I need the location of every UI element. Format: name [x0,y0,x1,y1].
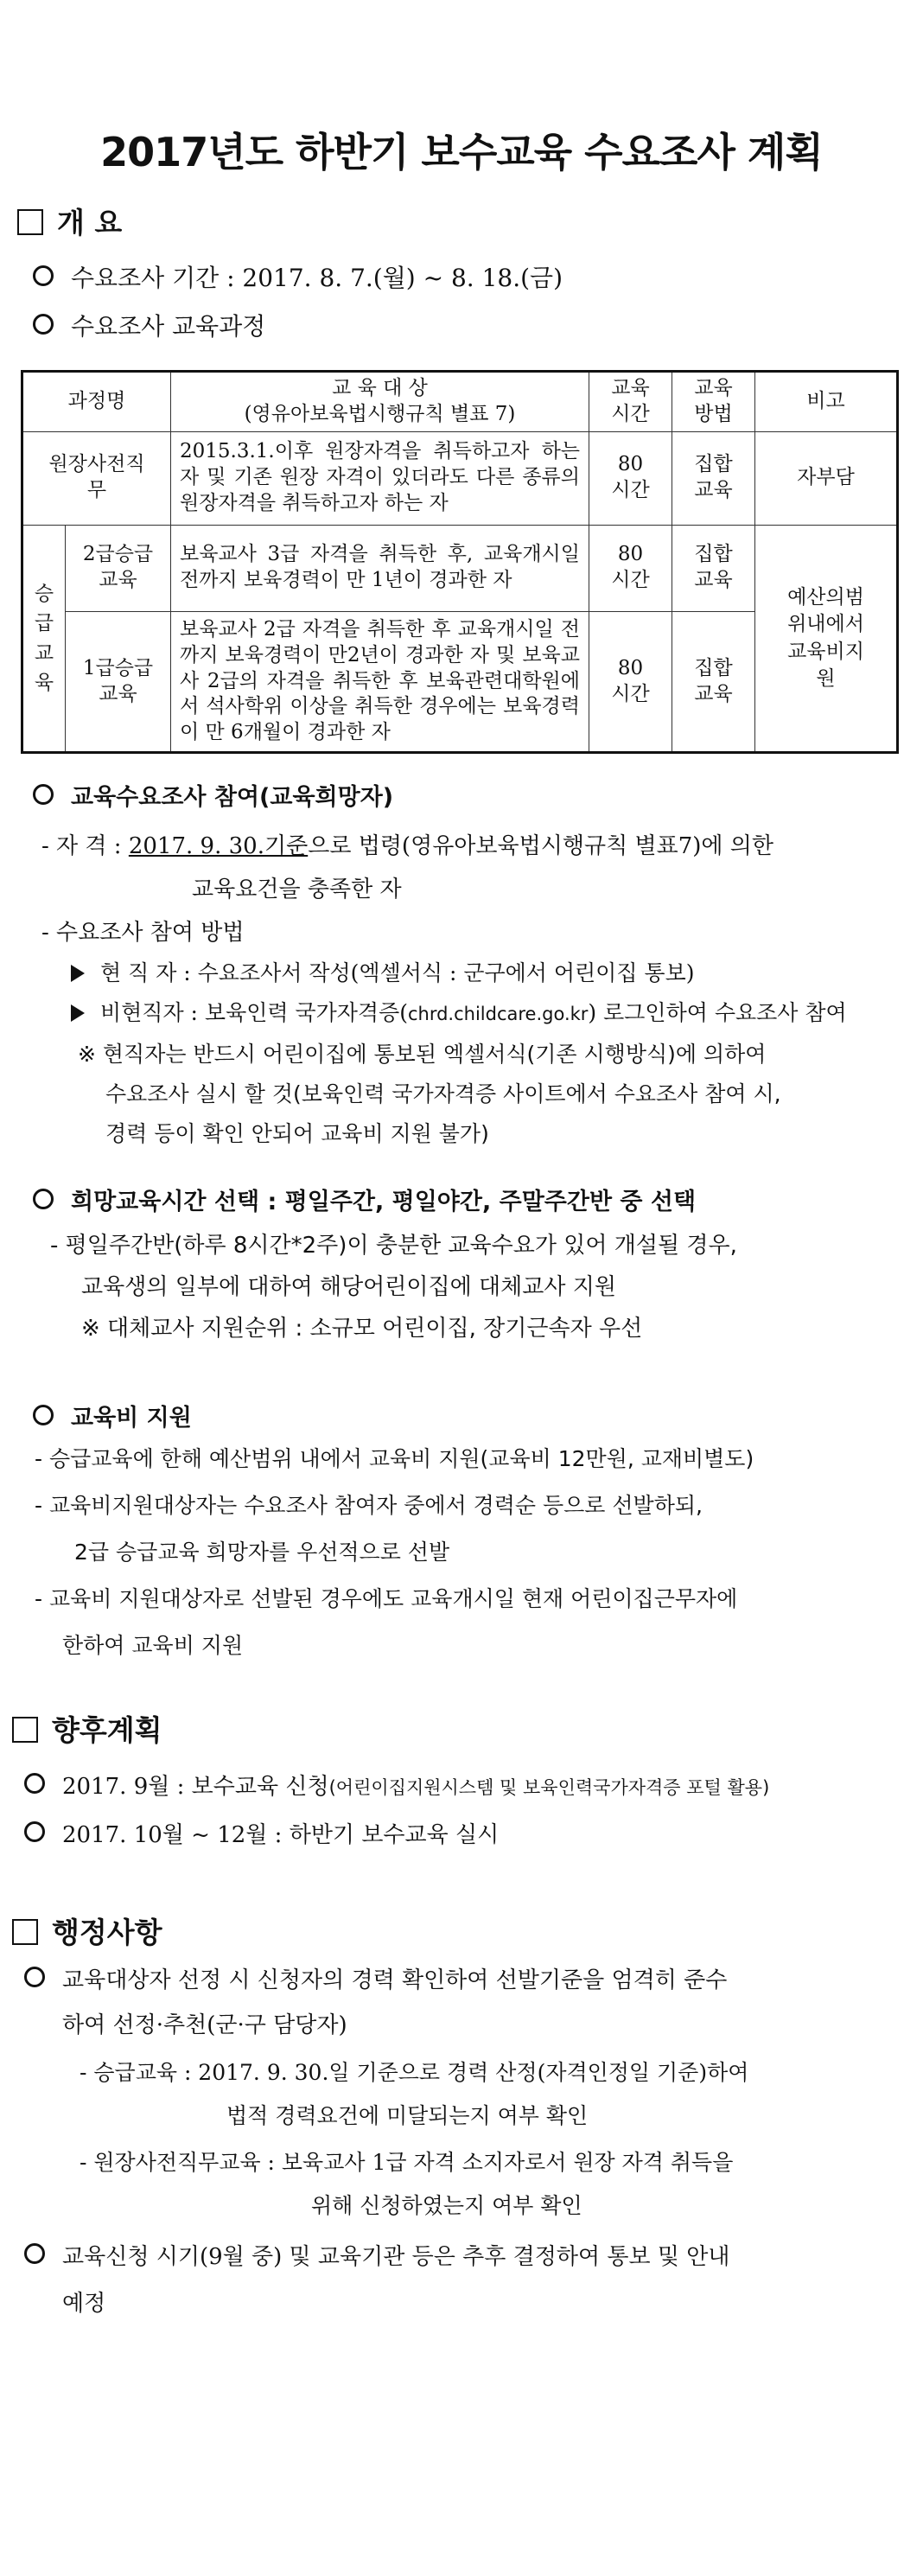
overview-period-text: 수요조사 기간 : 2017. 8. 7.(월) ~ 8. 18.(금) [71,264,563,292]
notice-line3: 경력 등이 확인 안되어 교육비 지원 불가) [105,1121,489,1146]
admin-item1 [24,1962,727,1994]
admin-item2-line2: 예정 [62,2291,106,2317]
row-course-name-text: 원장사전직무 [48,453,145,502]
future-item1-note: (어린이집지원시스템 및 보육인력국가자격증 포털 활용) [328,1777,770,1798]
header-target-line2: (영유아보육법시행규칙 별표 7) [244,402,516,425]
future-item1-text: 2017. 9월 : 보수교육 신청 [62,1774,329,1800]
promo-group-label-text: 승급교육 [34,582,54,694]
triangle-bullet-icon [71,1004,85,1022]
table-header-row [22,372,898,432]
header-method [672,372,755,432]
row-hours-unit: 시간 [611,682,650,705]
support-line3: 2급 승급교육 희망자를 우선적으로 선발 [74,1540,450,1565]
circle-bullet-icon [24,1821,45,1842]
section-admin [12,1910,162,1951]
time-choice-line2: 교육생의 일부에 대하여 해당어린이집에 대체교사 지원 [81,1274,616,1300]
qualification-line [41,828,773,860]
participation-heading-text: 교육수요조사 참여(교육희망자) [71,784,394,811]
section-future-title: 향후계획 [52,1713,162,1747]
row-hours [589,431,672,525]
circle-bullet-icon [33,265,54,286]
header-target [171,372,589,432]
qualification-label: - 자 격 : [41,833,122,859]
row-note-text: 예산의범위내에서교육비지원 [787,586,864,690]
overview-courses [33,308,265,342]
checkbox-square-icon [17,209,43,235]
row-hours-value: 80 [617,656,644,679]
method-noncurrent-text-b: ) 로그인하여 수요조사 참여 [588,1000,847,1025]
section-overview [17,201,122,241]
method-noncurrent-text-a: 비현직자 : 보육인력 국가자격증( [100,1000,408,1025]
time-choice-line3: ※ 대체교사 지원순위 : 소규모 어린이집, 장기근속자 우선 [81,1316,643,1342]
row-note: 자부담 [755,431,898,525]
row-course-name [22,431,171,525]
row-hours-value: 80 [617,543,644,566]
time-choice-heading [33,1183,696,1216]
triangle-bullet-icon [71,965,85,982]
row-hours-value: 80 [617,453,644,476]
admin-sub2-line2: 위해 신청하였는지 여부 확인 [311,2193,582,2218]
support-line2: - 교육비지원대상자는 수요조사 참여자 중에서 경력순 등으로 선발하되, [35,1493,703,1518]
section-future [12,1708,162,1749]
notice-line1: ※ 현직자는 반드시 어린이집에 통보된 엑셀서식(기존 시행방식)에 의하여 [78,1042,767,1067]
method-current-text: 현 직 자 : 수요조사서 작성(엑셀서식 : 군구에서 어린이집 통보) [100,960,695,985]
header-target-line1: 교 육 대 상 [332,377,428,399]
row-method-line1: 집합 [694,656,733,679]
row-hours-unit: 시간 [611,479,650,502]
page-title: 2017년도 하반기 보수교육 수요조사 계획 [100,129,823,175]
row-note [755,525,898,752]
support-heading-text: 교육비 지원 [71,1405,192,1431]
header-course: 과정명 [22,372,171,432]
support-line5: 한하여 교육비 지원 [62,1633,244,1658]
row-target: 2015.3.1.이후 원장자격을 취득하고자 하는 자 및 기존 원장 자격이 있더라도 다른 종류의 원장자격을 취득하고자 하는 자 [171,431,589,525]
qualification-rest: 으로 법령(영유아보육법시행규칙 별표7)에 의한 [308,833,774,859]
row-method-line1: 집합 [694,543,733,566]
row-hours-unit: 시간 [611,569,650,592]
admin-item2-line1: 교육신청 시기(9월 중) 및 교육기관 등은 추후 결정하여 통보 및 안내 [62,2244,730,2270]
admin-sub2-line1: - 원장사전직무교육 : 보육교사 1급 자격 소지자로서 원장 자격 취득을 [80,2150,734,2175]
row-hours [589,525,672,611]
method-current [71,956,694,987]
row-hours [589,611,672,752]
row-target: 보육교사 2급 자격을 취득한 후 교육개시일 전까지 보육경력이 만2년이 경과한 자 및 보육교사 2급의 자격을 취득한 후 보육관련대학원에서 석사학위 이상을 취득한 경우에는 보육경력이 만 6개월이 경과한 자 [171,611,589,752]
circle-bullet-icon [33,314,54,335]
admin-item1-line1: 교육대상자 선정 시 신청자의 경력 확인하여 선발기준을 엄격히 준수 [62,1967,728,1993]
row-method [672,431,755,525]
row-course-name [66,525,171,611]
admin-item1-line2: 하여 선정·추천(군·구 담당자) [62,2012,347,2038]
header-time-line2: 시간 [611,402,650,425]
promo-group-label [22,525,66,752]
course-table [21,370,899,754]
table-row [22,525,898,611]
support-line4: - 교육비 지원대상자로 선발된 경우에도 교육개시일 현재 어린이집근무자에 [35,1586,738,1611]
row-course-name-text: 2급승급교육 [82,543,154,592]
admin-sub1-line2: 법적 경력요건에 미달되는지 여부 확인 [226,2103,589,2128]
method-noncurrent [71,996,847,1027]
header-time [589,372,672,432]
support-line1: - 승급교육에 한해 예산범위 내에서 교육비 지원(교육비 12만원, 교재비별도) [35,1446,754,1471]
row-target: 보육교사 3급 자격을 취득한 후, 교육개시일 전까지 보육경력이 만 1년이 경과한 자 [171,525,589,611]
admin-sub1-line1: - 승급교육 : 2017. 9. 30.일 기준으로 경력 산정(자격인정일 기준)하여 [80,2060,749,2085]
time-choice-line1: - 평일주간반(하루 8시간*2주)이 충분한 교육수요가 있어 개설될 경우, [50,1233,737,1259]
overview-courses-text: 수요조사 교육과정 [71,312,266,341]
section-admin-title: 행정사항 [52,1916,162,1949]
circle-bullet-icon [33,1405,54,1425]
circle-bullet-icon [24,1967,45,1987]
qualification-line2: 교육요건을 충족한 자 [192,877,402,902]
checkbox-square-icon [12,1717,38,1743]
row-method [672,525,755,611]
overview-period [33,259,563,294]
future-item2 [24,1817,499,1849]
qualification-date: 2017. 9. 30.기준 [128,833,309,859]
circle-bullet-icon [33,1189,54,1209]
section-overview-title: 개 요 [57,206,123,239]
header-method-line2: 방법 [694,402,733,425]
circle-bullet-icon [24,2243,45,2264]
support-heading [33,1399,192,1432]
admin-item2 [24,2239,730,2271]
time-choice-heading-text: 희망교육시간 선택 : 평일주간, 평일야간, 주말주간반 중 선택 [71,1189,697,1215]
header-note: 비고 [755,372,898,432]
certificate-site-link[interactable]: chrd.childcare.go.kr [407,1004,589,1024]
participation-heading [33,778,393,812]
future-item2-text: 2017. 10월 ~ 12월 : 하반기 보수교육 실시 [62,1822,500,1848]
circle-bullet-icon [24,1773,45,1794]
row-method-line2: 교육 [694,682,733,705]
row-course-name [66,611,171,752]
header-method-line1: 교육 [694,377,733,399]
method-heading: - 수요조사 참여 방법 [41,920,245,946]
row-method-line2: 교육 [694,479,733,502]
checkbox-square-icon [12,1919,38,1945]
future-item1 [24,1769,769,1801]
row-method [672,611,755,752]
row-course-name-text: 1급승급교육 [82,656,154,705]
table-row [22,431,898,525]
row-method-line1: 집합 [694,453,733,476]
notice-line2: 수요조사 실시 할 것(보육인력 국가자격증 사이트에서 수요조사 참여 시, [105,1081,781,1106]
header-time-line1: 교육 [611,377,650,399]
circle-bullet-icon [33,784,54,805]
row-method-line2: 교육 [694,569,733,592]
